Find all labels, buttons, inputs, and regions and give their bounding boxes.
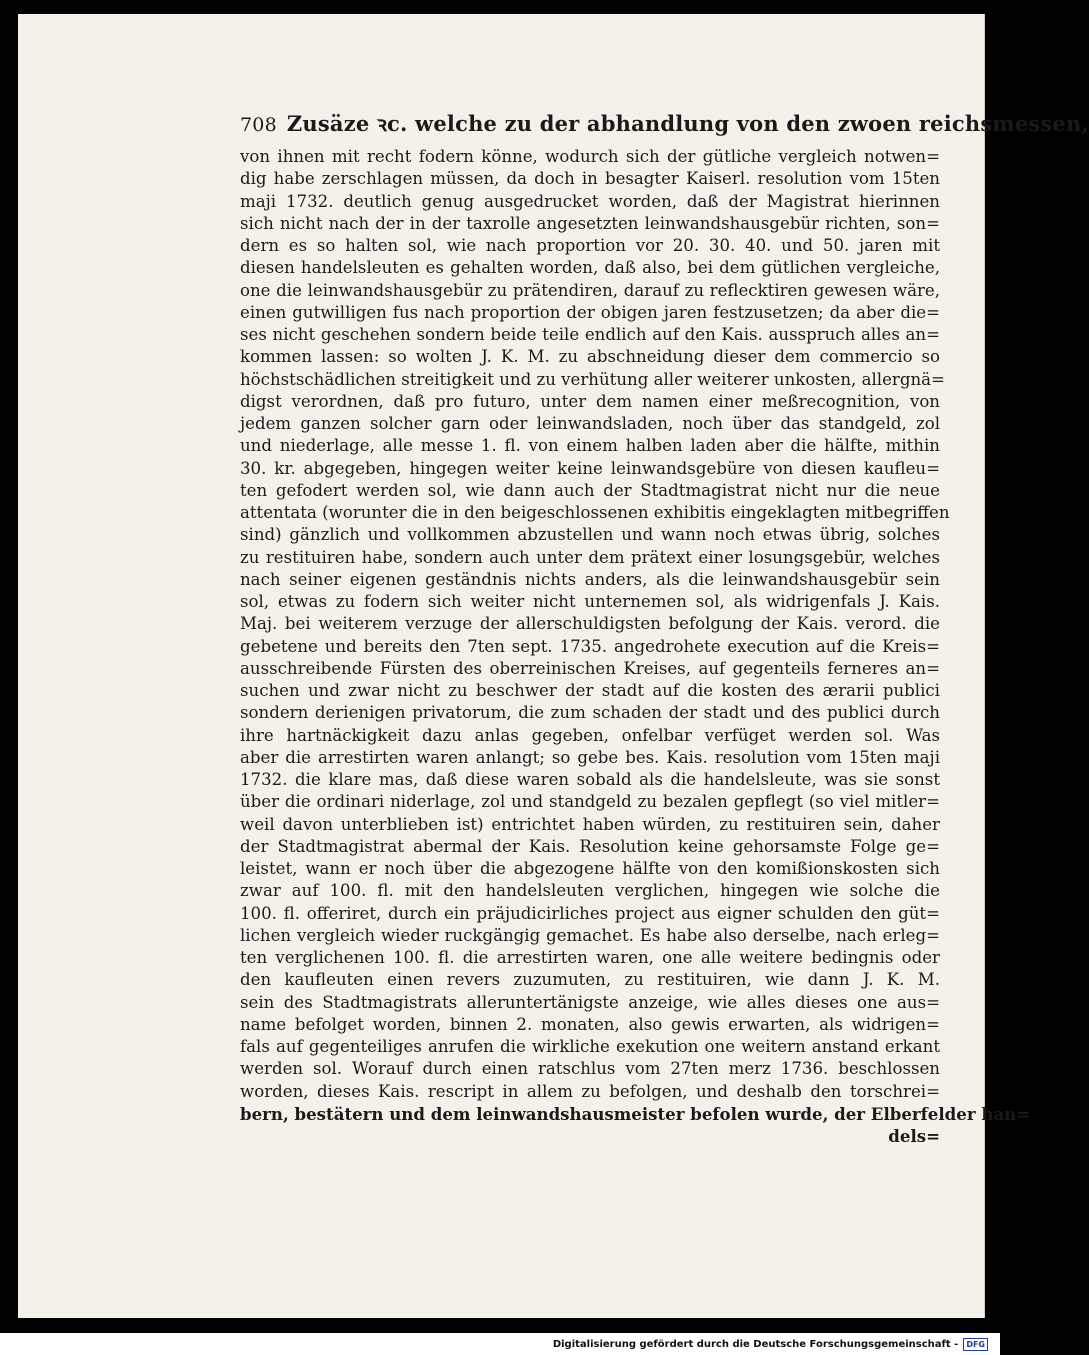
text-line: 100. fl. offeriret, durch ein präjudicirliches project aus eigner schulden den güt= — [240, 903, 940, 923]
text-line: aber die arrestirten waren anlangt; so gebe bes. Kais. resolution vom 15ten maji — [240, 747, 940, 767]
text-line: über die ordinari niderlage, zol und standgeld zu bezalen gepflegt (so viel mitler= — [240, 792, 940, 812]
text-line: ten verglichenen 100. fl. die arrestirten waren, one alle weitere bedingnis oder — [240, 948, 940, 967]
text-line: ses nicht geschehen sondern beide teile endlich auf den Kais. ausspruch alles an= — [240, 325, 940, 344]
text-line: ausschreibende Fürsten des oberreinischen Kreises, auf gegenteils ferneres an= — [240, 658, 940, 678]
text-line: kommen lassen: so wolten J. K. M. zu abschneidung dieser dem commercio so — [240, 347, 940, 367]
text-line: worden, dieses Kais. rescript in allem zu befolgen, und deshalb den torschrei= — [240, 1081, 940, 1101]
text-line: digst verordnen, daß pro futuro, unter dem namen einer meßrecognition, von — [240, 391, 940, 411]
text-line: der Stadtmagistrat abermal der Kais. Resolution keine gehorsamste Folge ge= — [240, 836, 940, 856]
footer-bar — [0, 1333, 1000, 1355]
text-line: attentata (worunter die in den beigeschlossenen exhibitis eingeklagten mitbegriffen — [240, 503, 950, 522]
scanned-page — [18, 14, 1089, 1318]
page-content — [240, 110, 1089, 1147]
text-line: zu restituiren habe, sondern auch unter dem prätext einer losungsgebür, welches — [240, 547, 940, 567]
text-line: Maj. bei weiterem verzuge der allerschuldigsten befolgung der Kais. verord. die — [240, 614, 940, 634]
text-line: sich nicht nach der in der taxrolle angesetzten leinwandshausgebür richten, son= — [240, 213, 940, 233]
text-line: höchstschädlichen streitigkeit und zu verhütung aller weiterer unkosten, allergnä= — [240, 369, 945, 389]
dfg-logo: DFG — [963, 1338, 988, 1351]
text-line: sol, etwas zu fodern sich weiter nicht unternemen sol, als widrigenfals J. Kais. — [240, 592, 940, 611]
text-line: diesen handelsleuten es gehalten worden, daß also, bei dem gütlichen vergleiche, — [240, 258, 940, 278]
text-line: zwar auf 100. fl. mit den handelsleuten verglichen, hingegen wie solche die — [240, 881, 940, 901]
text-line: einen gutwilligen fus nach proportion der obigen jaren festzusetzen; da aber die= — [240, 302, 940, 322]
text-line: one die leinwandshausgebür zu prätendiren, darauf zu reflecktiren gewesen wäre, — [240, 280, 940, 300]
text-line: dern es so halten sol, wie nach proportion vor 20. 30. 40. und 50. jaren mit — [240, 236, 940, 255]
text-line: 30. kr. abgegeben, hingegen weiter keine leinwandsgebüre von diesen kaufleu= — [240, 458, 940, 478]
text-line: sondern derienigen privatorum, die zum schaden der stadt und des publici durch — [240, 703, 940, 723]
text-line: ten gefodert werden sol, wie dann auch der Stadtmagistrat nicht nur die neue — [240, 480, 940, 500]
body-text — [240, 146, 1031, 1147]
running-head — [240, 110, 1089, 138]
text-line: bern, bestätern und dem leinwandshausmeister befolen wurde, der Elberfelder han= — [240, 1103, 1031, 1124]
text-line: jedem ganzen solcher garn oder leinwandsladen, noch über das standgeld, zol — [240, 414, 940, 433]
text-line: maji 1732. deutlich genug ausgedrucket worden, daß der Magistrat hierinnen — [240, 191, 940, 211]
text-line: 1732. die klare mas, daß diese waren sobald als die handelsleute, was sie sonst — [240, 770, 940, 789]
text-line: suchen und zwar nicht zu beschwer der stadt auf die kosten des ærarii publici — [240, 681, 940, 700]
text-line: und niederlage, alle messe 1. fl. von einem halben laden aber die hälfte, mithin — [240, 436, 940, 456]
text-line: dig habe zerschlagen müssen, da doch in besagter Kaiserl. resolution vom 15ten — [240, 169, 940, 189]
page-number: 708 — [240, 114, 277, 136]
text-line: ihre hartnäckigkeit dazu anlas gegeben, onfelbar verfüget werden sol. Was — [240, 725, 940, 745]
text-line: den kaufleuten einen revers zuzumuten, zu restituiren, wie dann J. K. M. — [240, 970, 940, 990]
text-line: sind) gänzlich und vollkommen abzustellen und wann noch etwas übrig, solches — [240, 525, 940, 545]
text-line: name befolget worden, binnen 2. monaten, also gewis erwarten, als widrigen= — [240, 1014, 940, 1034]
text-line: dels= — [888, 1126, 940, 1146]
text-line: fals auf gegenteiliges anrufen die wirkliche exekution one weitern anstand erkant — [240, 1037, 940, 1056]
text-line: gebetene und bereits den 7ten sept. 1735. angedrohete execution auf die Kreis= — [240, 636, 940, 656]
text-line: weil davon unterblieben ist) entrichtet haben würden, zu restituiren sein, daher — [240, 814, 940, 834]
funding-notice: Digitalisierung gefördert durch die Deutsche Forschungsgemeinschaft - — [552, 1338, 959, 1350]
text-line: leistet, wann er noch über die abgezogene hälfte von den komißionskosten sich — [240, 859, 940, 878]
running-head-title: Zusäze ꝛc. welche zu der abhandlung von den zwoen reichsmessen, — [286, 111, 1089, 136]
text-line: nach seiner eigenen geständnis nichts anders, als die leinwandshausgebür sein — [240, 569, 940, 589]
text-line: von ihnen mit recht fodern könne, wodurch sich der gütliche vergleich notwen= — [240, 147, 940, 166]
text-line: lichen vergleich wieder ruckgängig gemachet. Es habe also derselbe, nach erleg= — [240, 925, 940, 945]
text-line: sein des Stadtmagistrats alleruntertänigste anzeige, wie alles dieses one aus= — [240, 992, 940, 1012]
text-line: werden sol. Worauf durch einen ratschlus vom 27ten merz 1736. beschlossen — [240, 1059, 940, 1079]
